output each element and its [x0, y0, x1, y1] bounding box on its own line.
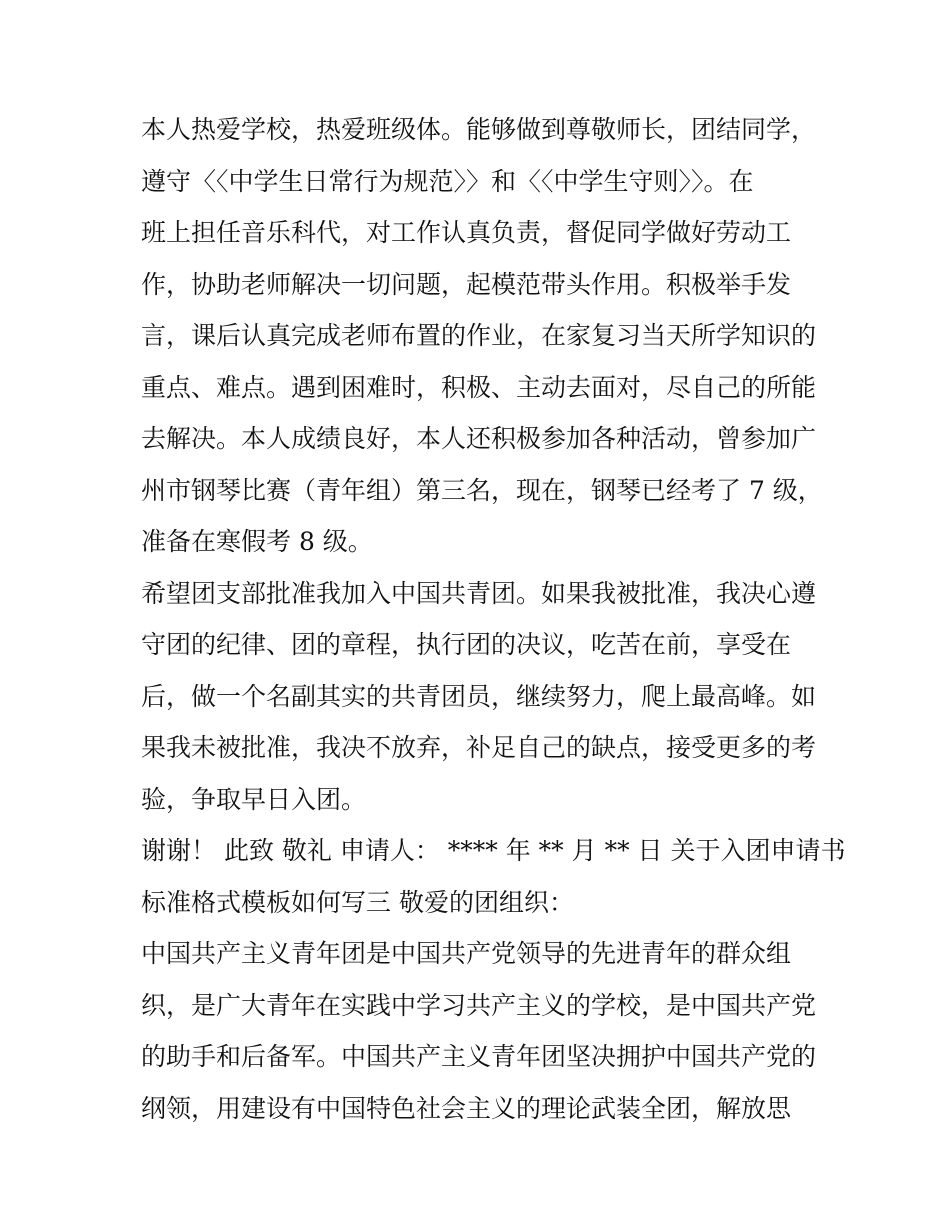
text-line-1: 本人热爱学校，热爱班级体。能够做到尊敬师长，团结同学，: [141, 115, 817, 144]
text-line-3: 班上担任音乐科代，对工作认真负责，督促同学做好劳动工: [141, 218, 792, 247]
document-body: [141, 104, 846, 1134]
text-line-15: 谢谢！ 此致 敬礼 申请人： **** 年 ** 月 ** 日 关于入团申请书: [141, 836, 846, 865]
text-line-10: 希望团支部批准我加入中国共青团。如果我被批准，我决心遵: [141, 578, 817, 608]
text-line-16: 标准格式模板如何写三 敬爱的团组织：: [141, 887, 574, 917]
text-line-4: 作，协助老师解决一切问题，起模范带头作用。积极举手发: [141, 269, 792, 299]
text-line-18: 织，是广大青年在实践中学习共产主义的学校，是中国共产党: [141, 990, 817, 1020]
text-line-5: 言，课后认真完成老师布置的作业，在家复习当天所学知识的: [141, 321, 817, 350]
text-line-14: 验，争取早日入团。: [141, 784, 367, 814]
text-line-9: 准备在寒假考 8 级。: [141, 527, 373, 556]
text-line-20: 纲领，用建设有中国特色社会主义的理论武装全团，解放思: [141, 1093, 792, 1123]
text-line-7: 去解决。本人成绩良好，本人还积极参加各种活动，曾参加广: [141, 424, 817, 453]
text-line-17: 中国共产主义青年团是中国共产党领导的先进青年的群众组: [141, 939, 792, 968]
text-line-13: 果我未被批准，我决不放弃，补足自己的缺点，接受更多的考: [141, 733, 817, 762]
text-line-6: 重点、难点。遇到困难时，积极、主动去面对，尽自己的所能: [141, 372, 817, 402]
text-line-11: 守团的纪律、团的章程，执行团的决议，吃苦在前，享受在: [141, 630, 792, 659]
text-line-12: 后，做一个名副其实的共青团员，继续努力，爬上最高峰。如: [141, 681, 817, 711]
text-line-19: 的助手和后备军。中国共产主义青年团坚决拥护中国共产党的: [141, 1042, 817, 1071]
text-line-8: 州市钢琴比赛（青年组）第三名，现在，钢琴已经考了 7 级，: [141, 475, 823, 505]
text-line-2: 遵守〈〈中学生日常行为规范〉〉和〈〈中学生守则〉〉。在: [141, 166, 754, 196]
